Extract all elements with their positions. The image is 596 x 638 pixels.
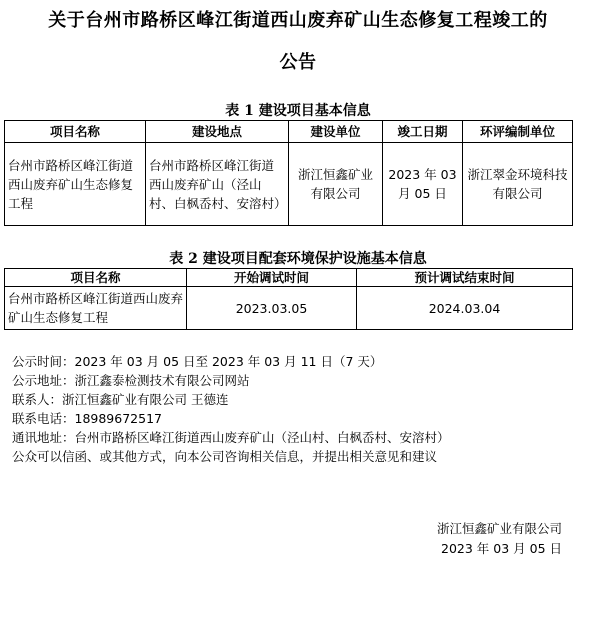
publicity-period: 公示时间：2023 年 03 月 05 日至 2023 年 03 月 11 日（7 天） bbox=[12, 354, 383, 369]
table-header-row bbox=[5, 121, 573, 143]
mailing-address: 通讯地址：台州市路桥区峰江街道西山废弃矿山（泾山村、白枫岙村、安溶村） bbox=[12, 430, 450, 445]
public-feedback-note: 公众可以信函、或其他方式，向本公司咨询相关信息，并提出相关意见和建议 bbox=[12, 449, 438, 464]
table-cell-project-name: 台州市路桥区峰江街道西山废弃矿山生态修复工程 bbox=[5, 287, 187, 330]
table2-caption: 表 2 建设项目配套环境保护设施基本信息 bbox=[169, 251, 427, 267]
signature-date: 2023 年 03 月 05 日 bbox=[441, 541, 562, 556]
table-header: 环评编制单位 bbox=[463, 121, 573, 143]
table-header: 竣工日期 bbox=[383, 121, 463, 143]
project-info-table bbox=[4, 120, 573, 226]
table-header: 项目名称 bbox=[5, 269, 187, 287]
table-row bbox=[5, 287, 573, 330]
environmental-facility-table bbox=[4, 268, 573, 330]
contact-person: 联系人：浙江恒鑫矿业有限公司 王德连 bbox=[12, 392, 229, 407]
table-cell-end-date: 2024.03.04 bbox=[357, 287, 573, 330]
table-header: 项目名称 bbox=[5, 121, 146, 143]
page-title-line2: 公告 bbox=[279, 52, 317, 73]
table-cell-location: 台州市路桥区峰江街道西山废弃矿山（泾山村、白枫岙村、安溶村） bbox=[146, 143, 289, 226]
page-title: 关于台州市路桥区峰江街道西山废弃矿山生态修复工程竣工的 bbox=[48, 10, 548, 31]
table-row bbox=[5, 143, 573, 226]
notice-info bbox=[12, 352, 587, 466]
table-header: 建设单位 bbox=[289, 121, 383, 143]
table-cell-completion-date: 2023 年 03 月 05 日 bbox=[383, 143, 463, 226]
publicity-address: 公示地址：浙江鑫泰检测技术有限公司网站 bbox=[12, 373, 250, 388]
table-header: 建设地点 bbox=[146, 121, 289, 143]
table1-caption: 表 1 建设项目基本信息 bbox=[225, 103, 371, 119]
table-cell-start-date: 2023.03.05 bbox=[187, 287, 357, 330]
table-cell-builder: 浙江恒鑫矿业有限公司 bbox=[289, 143, 383, 226]
table-cell-project-name: 台州市路桥区峰江街道西山废弃矿山生态修复工程 bbox=[5, 143, 146, 226]
signature-company: 浙江恒鑫矿业有限公司 bbox=[436, 521, 562, 536]
table-header-row bbox=[5, 269, 573, 287]
contact-phone: 联系电话：18989672517 bbox=[12, 411, 162, 426]
table-header: 预计调试结束时间 bbox=[357, 269, 573, 287]
table-header: 开始调试时间 bbox=[187, 269, 357, 287]
table-cell-eia-unit: 浙江翠金环境科技有限公司 bbox=[463, 143, 573, 226]
